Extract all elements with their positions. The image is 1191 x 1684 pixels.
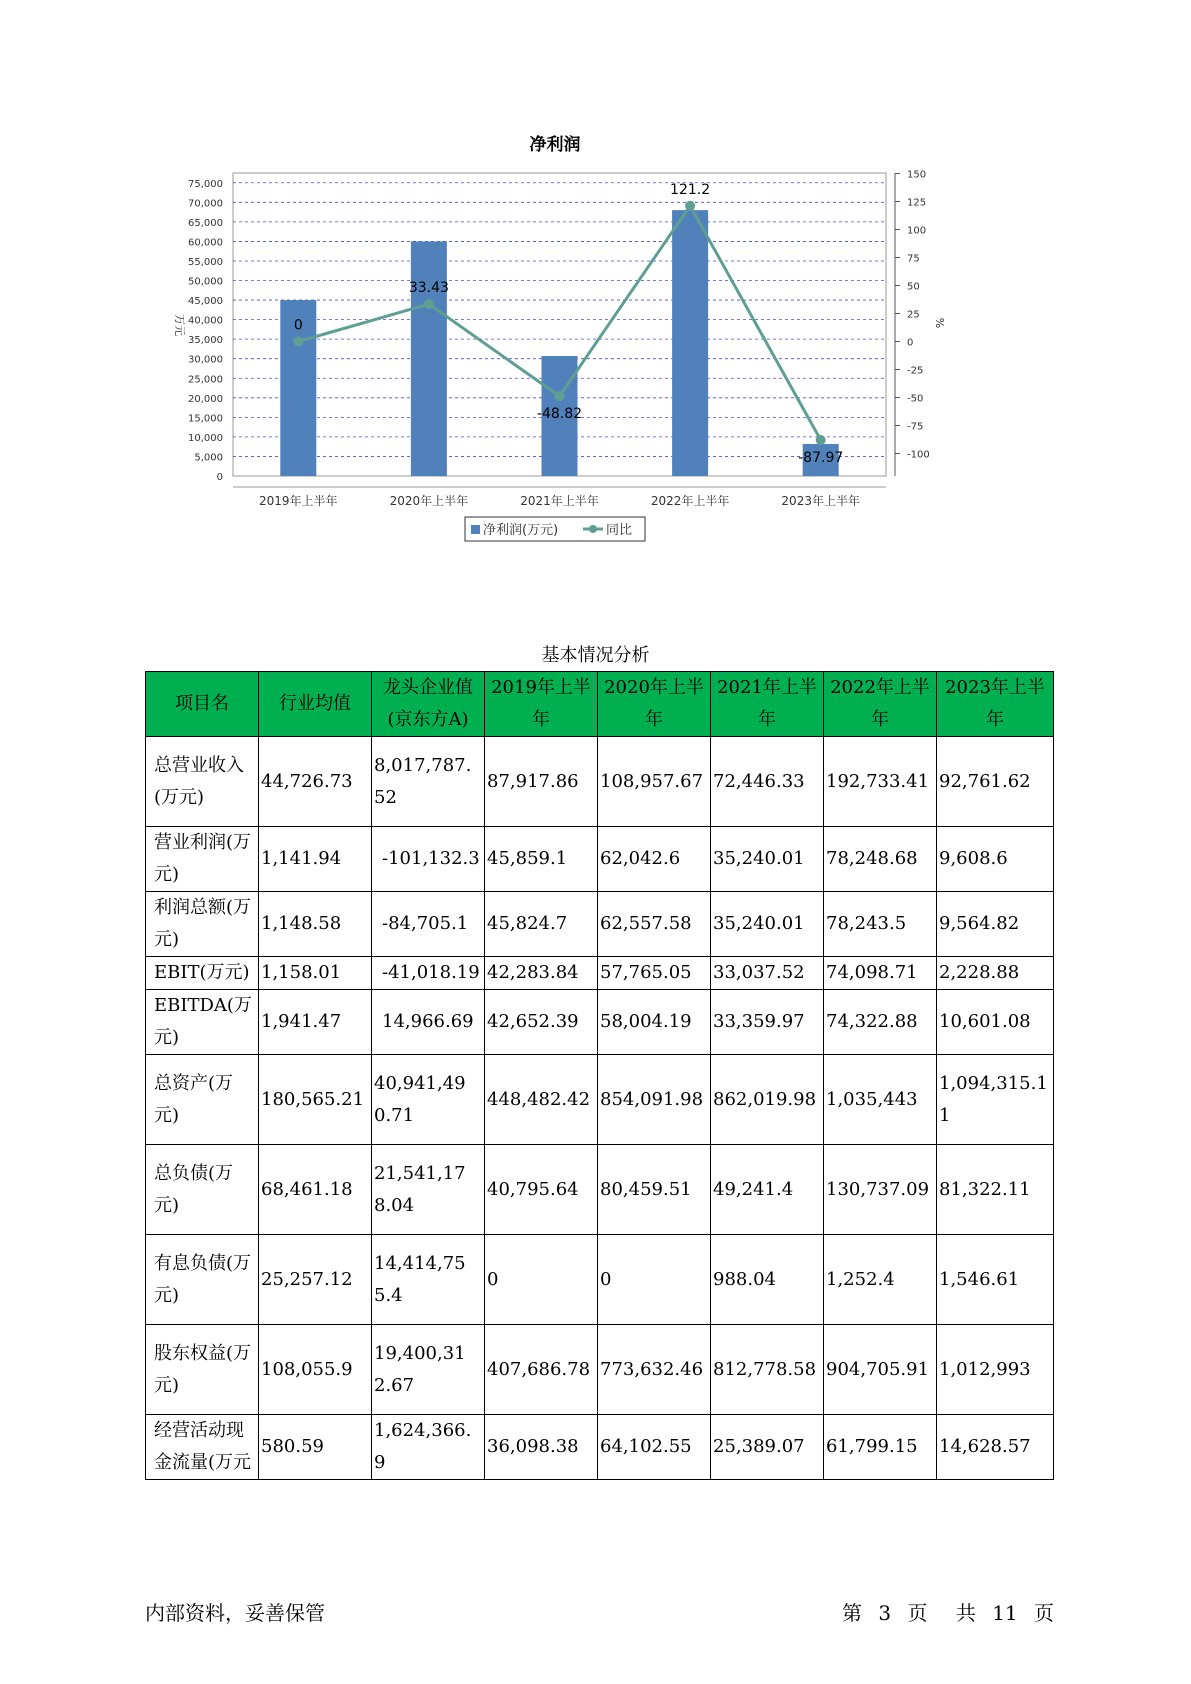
yoy-point-1 [424,299,434,309]
value-cell: 448,482.42 [485,1055,598,1145]
x-tick-label: 2022年上半年 [650,494,730,508]
value-cell: 1,941.47 [259,990,372,1055]
row-label-cell: EBIT(万元) [146,957,259,990]
row-label-cell: 股东权益(万元) [146,1325,259,1415]
legend-bar-label: 净利润(万元) [483,523,559,538]
x-tick-label: 2019年上半年 [259,494,338,508]
value-cell: 72,446.33 [711,737,824,827]
table-body [146,737,1054,1480]
value-cell: 1,158.01 [259,957,372,990]
y2-tick-label: -100 [907,449,930,461]
value-cell: 14,966.69 [372,990,485,1055]
total-pages: 11 [992,1601,1018,1625]
value-cell: 108,055.9 [259,1325,372,1415]
value-cell: 68,461.18 [259,1145,372,1235]
header-cell-0: 项目名 [146,672,259,737]
value-cell: 81,322.11 [937,1145,1054,1235]
legend-line-marker [589,525,597,533]
value-cell: 40,795.64 [485,1145,598,1235]
value-cell: 192,733.41 [824,737,937,827]
value-cell: -41,018.19 [372,957,485,990]
table-caption: 基本情况分析 [541,645,650,666]
value-cell: 1,035,443 [824,1055,937,1145]
value-cell: 988.04 [711,1235,824,1325]
y-tick-label: 40,000 [188,315,223,327]
value-cell: 25,257.12 [259,1235,372,1325]
value-cell: 407,686.78 [485,1325,598,1415]
yoy-point-0 [293,337,303,347]
header-cell-5: 2021年上半年 [711,672,824,737]
legend-bar-swatch [471,525,480,534]
data-label-1: 33.43 [408,280,449,297]
value-cell: 1,252.4 [824,1235,937,1325]
header-cell-6: 2022年上半年 [824,672,937,737]
y-tick-label: 70,000 [188,198,223,210]
y-tick-label: 35,000 [188,335,223,347]
value-cell: -101,132.3 [372,827,485,892]
value-cell: 78,248.68 [824,827,937,892]
value-cell: 130,737.09 [824,1145,937,1235]
y-tick-label: 75,000 [188,178,223,190]
value-cell: 10,601.08 [937,990,1054,1055]
value-cell: 14,414,755.4 [372,1235,485,1325]
value-cell: 904,705.91 [824,1325,937,1415]
value-cell: 40,941,490.71 [372,1055,485,1145]
y-tick-label: 10,000 [188,432,223,444]
value-cell: 35,240.01 [711,827,824,892]
y2-tick-label: -50 [907,393,924,405]
value-cell: 33,037.52 [711,957,824,990]
y2-tick-label: 0 [907,337,914,349]
row-label-cell: 有息负债(万元) [146,1235,259,1325]
basic-analysis-table [145,671,1054,1480]
value-cell: 812,778.58 [711,1325,824,1415]
value-cell: 0 [598,1235,711,1325]
row-label-cell: 利润总额(万元) [146,892,259,957]
value-cell: 9,564.82 [937,892,1054,957]
yoy-point-3 [685,201,695,211]
y2-tick-label: -25 [907,365,924,377]
y-tick-label: 65,000 [188,217,223,229]
chart-canvas [140,130,1040,600]
y2-axis-label: % [933,317,946,329]
header-cell-1: 行业均值 [259,672,372,737]
value-cell: 78,243.5 [824,892,937,957]
value-cell: 61,799.15 [824,1415,937,1480]
value-cell: 64,102.55 [598,1415,711,1480]
x-tick-label: 2021年上半年 [520,494,599,508]
yoy-point-4 [816,435,826,445]
value-cell: 1,148.58 [259,892,372,957]
yoy-point-2 [555,391,565,401]
y-tick-label: 55,000 [188,256,223,268]
value-cell: 45,859.1 [485,827,598,892]
y2-tick-label: 25 [907,309,920,321]
value-cell: 21,541,178.04 [372,1145,485,1235]
page-label-suffix: 页 [907,1601,928,1625]
footer-page-info [832,1597,1054,1626]
value-cell: 42,652.39 [485,990,598,1055]
value-cell: 1,546.61 [937,1235,1054,1325]
value-cell: 25,389.07 [711,1415,824,1480]
value-cell: 1,094,315.11 [937,1055,1054,1145]
value-cell: 8,017,787.52 [372,737,485,827]
net-profit-chart [140,130,1040,600]
row-label-cell: 营业利润(万元) [146,827,259,892]
value-cell: 44,726.73 [259,737,372,827]
table-row [146,827,1054,892]
value-cell: 0 [485,1235,598,1325]
value-cell: 1,141.94 [259,827,372,892]
value-cell: 14,628.57 [937,1415,1054,1480]
value-cell: 74,098.71 [824,957,937,990]
y2-tick-label: -75 [907,421,924,433]
y2-tick-label: 100 [907,225,927,237]
y-tick-label: 0 [216,472,223,483]
row-label-cell: 总营业收入(万元) [146,737,259,827]
header-cell-2: 龙头企业值(京东方A) [372,672,485,737]
value-cell: 1,624,366.9 [372,1415,485,1480]
value-cell: 180,565.21 [259,1055,372,1145]
legend-line-label: 同比 [606,523,633,538]
page-number: 3 [878,1601,892,1625]
total-label-prefix: 共 [955,1601,976,1625]
table-row [146,1325,1054,1415]
table-row [146,1055,1054,1145]
y2-tick-label: 75 [907,253,920,265]
value-cell: 108,957.67 [598,737,711,827]
value-cell: 45,824.7 [485,892,598,957]
value-cell: 49,241.4 [711,1145,824,1235]
row-label-cell: 总资产(万元) [146,1055,259,1145]
row-label-cell: 经营活动现金流量(万元 [146,1415,259,1480]
header-cell-3: 2019年上半年 [485,672,598,737]
y-tick-label: 60,000 [188,237,223,249]
value-cell: -84,705.1 [372,892,485,957]
y-tick-label: 50,000 [188,276,223,288]
bar-3 [672,210,708,476]
value-cell: 57,765.05 [598,957,711,990]
value-cell: 773,632.46 [598,1325,711,1415]
table-row [146,957,1054,990]
y2-tick-label: 50 [907,281,920,293]
x-tick-label: 2020年上半年 [389,494,469,508]
value-cell: 19,400,312.67 [372,1325,485,1415]
y-tick-label: 25,000 [188,374,223,386]
value-cell: 36,098.38 [485,1415,598,1480]
value-cell: 1,012,993 [937,1325,1054,1415]
y-tick-label: 15,000 [188,413,223,425]
row-label-cell: EBITDA(万元) [146,990,259,1055]
data-label-3: 121.2 [670,181,711,198]
y-tick-label: 5,000 [194,452,223,464]
value-cell: 580.59 [259,1415,372,1480]
value-cell: 33,359.97 [711,990,824,1055]
y2-tick-label: 150 [907,169,927,181]
value-cell: 62,557.58 [598,892,711,957]
value-cell: 42,283.84 [485,957,598,990]
value-cell: 862,019.98 [711,1055,824,1145]
table-header-row [146,672,1054,737]
header-cell-4: 2020年上半年 [598,672,711,737]
y-tick-label: 45,000 [188,296,223,308]
value-cell: 854,091.98 [598,1055,711,1145]
table-row [146,990,1054,1055]
value-cell: 2,228.88 [937,957,1054,990]
table-row [146,1235,1054,1325]
data-label-0: 0 [293,317,303,334]
value-cell: 80,459.51 [598,1145,711,1235]
y-tick-label: 30,000 [188,354,223,366]
page-label-prefix: 第 [842,1601,863,1625]
bar-1 [408,241,449,476]
data-label-4: -87.97 [798,450,844,467]
value-cell: 87,917.86 [485,737,598,827]
chart-title: 净利润 [529,135,581,155]
value-cell: 9,608.6 [937,827,1054,892]
x-tick-label: 2023年上半年 [781,494,860,508]
value-cell: 62,042.6 [598,827,711,892]
footer-confidential-note: 内部资料，妥善保管 [145,1601,325,1625]
header-cell-7: 2023年上半年 [937,672,1054,737]
table-row [146,1145,1054,1235]
y-tick-label: 20,000 [188,393,223,405]
table-row [146,737,1054,827]
value-cell: 58,004.19 [598,990,711,1055]
table-row [146,892,1054,957]
table-row [146,1415,1054,1480]
value-cell: 92,761.62 [937,737,1054,827]
value-cell: 35,240.01 [711,892,824,957]
y-axis-label: 万元 [173,314,186,336]
data-label-2: -48.82 [536,406,583,423]
row-label-cell: 总负债(万元) [146,1145,259,1235]
total-label-suffix: 页 [1034,1601,1054,1625]
value-cell: 74,322.88 [824,990,937,1055]
y2-tick-label: 125 [907,197,927,209]
